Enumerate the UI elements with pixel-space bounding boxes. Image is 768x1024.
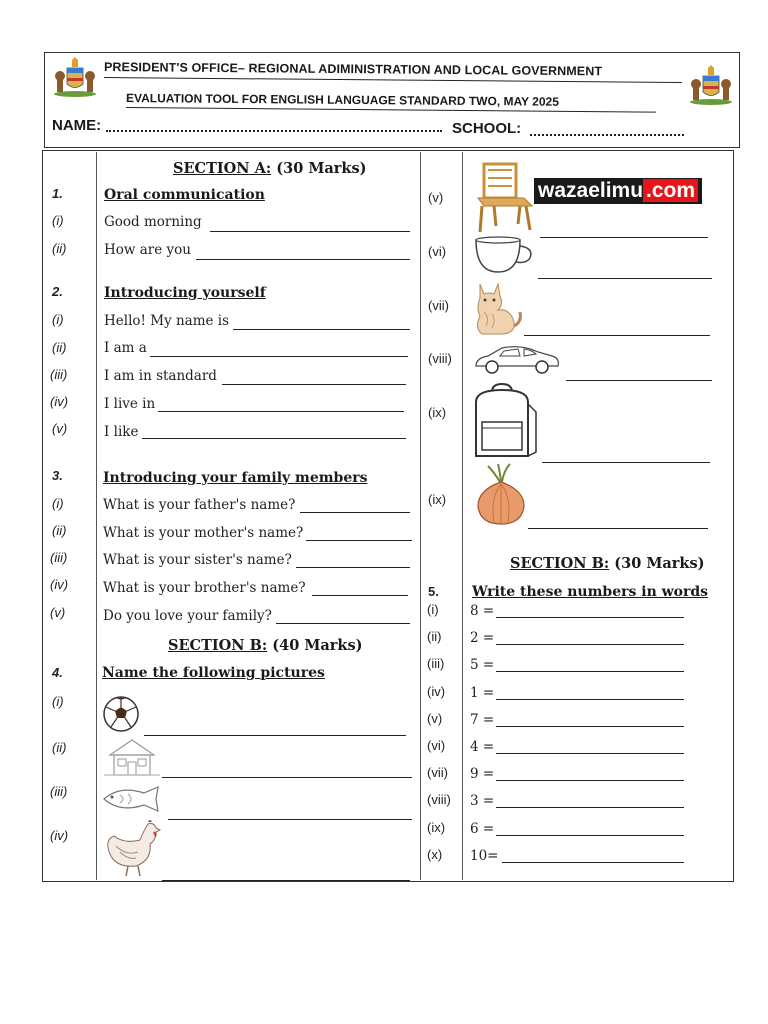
q4-number: 4. <box>52 665 63 680</box>
pic-vi-answer-line[interactable] <box>538 278 712 279</box>
q1-number: 1. <box>52 186 63 201</box>
q5-item-answer-line[interactable] <box>496 617 684 618</box>
pic-vii-answer-line[interactable] <box>524 335 710 336</box>
pic-viii-answer-line[interactable] <box>566 380 712 381</box>
section-b-left-label: SECTION B: <box>168 637 268 654</box>
q5-item-number: (iii) <box>427 656 445 671</box>
q5-item-answer-line[interactable] <box>496 835 684 836</box>
onion-icon <box>474 462 528 526</box>
section-b-right-title <box>510 555 705 572</box>
cat-icon <box>470 278 524 336</box>
q5-item-answer-line[interactable] <box>496 726 684 727</box>
q4-ii-number: (ii) <box>52 740 67 755</box>
q1-ii-number: (ii) <box>52 241 67 256</box>
q2-iii-number: (iii) <box>50 367 68 382</box>
pic-vii-number: (vii) <box>428 298 449 313</box>
q3-iv-number: (iv) <box>50 577 69 592</box>
q4-heading: Name the following pictures <box>102 665 325 681</box>
q5-item-text: 10= <box>470 848 499 864</box>
q5-item-number: (ix) <box>427 820 446 835</box>
q2-iii-answer-line[interactable] <box>222 384 406 385</box>
q3-i-text: What is your father's name? <box>103 497 296 513</box>
q4-i-answer-line[interactable] <box>144 735 406 736</box>
q5-heading: Write these numbers in words <box>472 584 709 600</box>
q5-item-number: (v) <box>427 711 443 726</box>
q3-iv-answer-line[interactable] <box>312 595 408 596</box>
coat-of-arms-right-logo <box>688 64 734 106</box>
car-icon <box>472 342 564 376</box>
office-title: PRESIDENT'S OFFICE– REGIONAL ADIMINISTRATION AND LOCAL GOVERNMENT <box>103 60 603 79</box>
q1-heading: Oral communication <box>104 187 265 203</box>
q5-item-number: (vii) <box>427 765 448 780</box>
q3-number: 3. <box>52 468 63 483</box>
q2-v-answer-line[interactable] <box>142 438 406 439</box>
hen-icon <box>102 818 164 878</box>
q5-item-text: 8 = <box>470 603 495 619</box>
section-b-right-label: SECTION B: <box>510 555 610 572</box>
q5-number: 5. <box>428 584 439 599</box>
school-field[interactable] <box>530 134 684 136</box>
q1-ii-text: How are you <box>104 242 191 258</box>
q3-iii-number: (iii) <box>50 550 68 565</box>
center-rule <box>420 152 421 880</box>
q5-item-number: (viii) <box>427 792 451 807</box>
q1-ii-answer-line[interactable] <box>196 259 410 260</box>
q2-iv-answer-line[interactable] <box>158 411 404 412</box>
q5-item-text: 2 = <box>470 630 495 646</box>
wazaelimu-watermark <box>534 178 702 204</box>
q4-iv-answer-line[interactable] <box>162 880 410 881</box>
football-icon <box>102 695 140 733</box>
section-b-right-marks: (30 Marks) <box>614 555 705 572</box>
q1-i-number: (i) <box>52 213 64 228</box>
section-a-title <box>173 160 367 177</box>
q3-iv-text: What is your brother's name? <box>103 580 306 596</box>
q2-iv-number: (iv) <box>50 394 69 409</box>
q5-item-text: 5 = <box>470 657 495 673</box>
house-icon <box>102 737 162 777</box>
school-label: SCHOOL: <box>452 120 522 137</box>
q2-i-number: (i) <box>52 312 64 327</box>
q3-i-answer-line[interactable] <box>300 512 410 513</box>
q1-i-answer-line[interactable] <box>210 231 410 232</box>
q5-item-text: 9 = <box>470 766 495 782</box>
q2-ii-answer-line[interactable] <box>150 356 408 357</box>
pic-ix-answer-line[interactable] <box>542 462 710 463</box>
q5-item-answer-line[interactable] <box>496 807 684 808</box>
watermark-site: wazaelimu <box>538 179 644 202</box>
pic-onion-number: (ix) <box>428 492 447 507</box>
q5-item-number: (ii) <box>427 629 442 644</box>
q5-item-text: 4 = <box>470 739 495 755</box>
q1-i-text: Good morning <box>104 214 202 230</box>
q3-ii-number: (ii) <box>52 523 67 538</box>
q3-iii-text: What is your sister's name? <box>103 552 292 568</box>
q5-item-answer-line[interactable] <box>496 780 684 781</box>
q3-v-text: Do you love your family? <box>103 608 272 624</box>
q5-item-number: (vi) <box>427 738 446 753</box>
q5-item-number: (iv) <box>427 684 446 699</box>
fish-icon <box>100 783 168 815</box>
q3-i-number: (i) <box>52 496 64 511</box>
q3-heading: Introducing your family members <box>103 470 368 486</box>
chair-icon <box>474 160 536 234</box>
q4-i-number: (i) <box>52 694 64 709</box>
section-b-left-marks: (40 Marks) <box>272 637 363 654</box>
q2-ii-number: (ii) <box>52 340 67 355</box>
q4-iv-number: (iv) <box>50 828 69 843</box>
q2-iv-text: I live in <box>104 396 156 412</box>
q5-item-text: 6 = <box>470 821 495 837</box>
right-margin-rule <box>462 152 463 880</box>
q2-heading: Introducing yourself <box>104 285 266 301</box>
section-a-marks: (30 Marks) <box>276 160 367 177</box>
q3-v-answer-line[interactable] <box>276 623 410 624</box>
pic-viii-number: (viii) <box>428 351 452 366</box>
section-a-label: SECTION A: <box>173 160 272 177</box>
name-label: NAME: <box>52 117 102 134</box>
q5-item-answer-line[interactable] <box>496 644 684 645</box>
evaluation-title: EVALUATION TOOL FOR ENGLISH LANGUAGE STANDARD TWO, MAY 2025 <box>125 91 559 109</box>
q3-iii-answer-line[interactable] <box>296 567 410 568</box>
pic-ix-number: (ix) <box>428 405 447 420</box>
q5-item-text: 3 = <box>470 793 495 809</box>
pic-v-number: (v) <box>428 190 444 205</box>
left-margin-rule <box>96 152 97 880</box>
q3-ii-text: What is your mother's name? <box>103 525 304 541</box>
name-field[interactable] <box>106 130 442 132</box>
q4-iii-number: (iii) <box>50 784 68 799</box>
q5-item-answer-line[interactable] <box>496 671 684 672</box>
q5-item-answer-line[interactable] <box>496 699 684 700</box>
q5-item-text: 7 = <box>470 712 495 728</box>
pic-vi-number: (vi) <box>428 244 447 259</box>
section-b-left-title <box>168 637 363 654</box>
q5-item-number: (i) <box>427 602 439 617</box>
cup-icon <box>472 234 538 276</box>
pic-v-answer-line[interactable] <box>540 237 708 238</box>
q3-ii-answer-line[interactable] <box>306 540 412 541</box>
q4-ii-answer-line[interactable] <box>162 777 412 778</box>
q5-item-answer-line[interactable] <box>496 753 684 754</box>
bag-icon <box>470 382 540 462</box>
q2-number: 2. <box>52 284 63 299</box>
q5-item-number: (x) <box>427 847 443 862</box>
q3-v-number: (v) <box>50 605 66 620</box>
q2-v-text: I like <box>104 424 139 440</box>
q4-iii-answer-line[interactable] <box>168 819 412 820</box>
q2-i-answer-line[interactable] <box>233 329 410 330</box>
q2-i-text: Hello! My name is <box>104 313 230 329</box>
q2-iii-text: I am in standard <box>104 368 217 384</box>
q5-item-answer-line[interactable] <box>502 862 684 863</box>
q2-v-number: (v) <box>52 421 68 436</box>
q5-item-text: 1 = <box>470 685 495 701</box>
watermark-domain: .com <box>643 179 698 202</box>
q2-ii-text: I am a <box>104 340 147 356</box>
coat-of-arms-left-logo <box>52 56 98 98</box>
pic-onion-answer-line[interactable] <box>528 528 708 529</box>
